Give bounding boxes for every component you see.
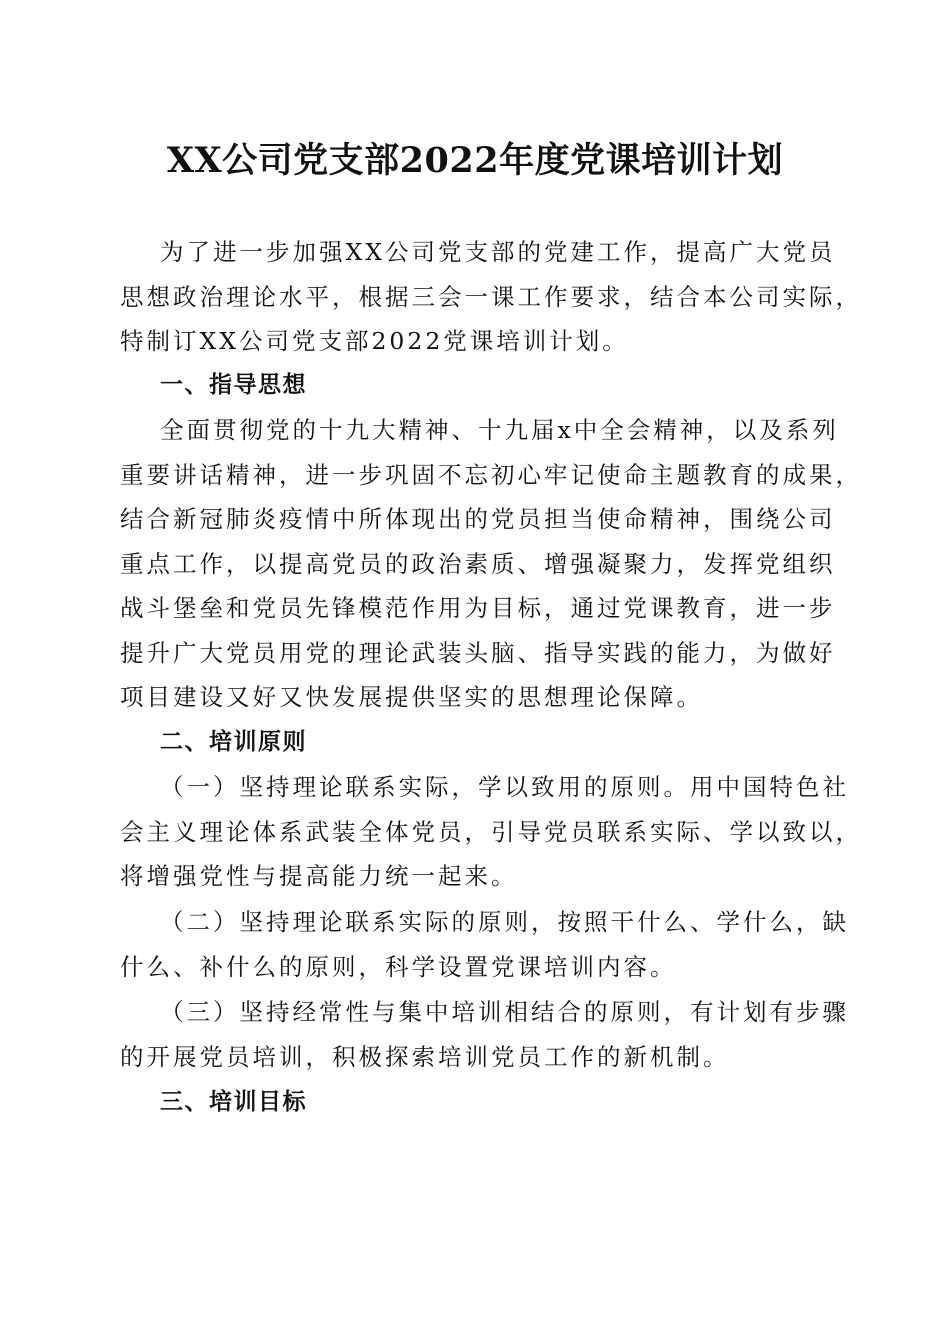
paragraph-line: 什么、补什么的原则，科学设置党课培训内容。 bbox=[120, 952, 677, 981]
intro-line: 为了进一步加强XX公司党支部的党建工作，提高广大党员 bbox=[160, 238, 836, 266]
principle-item-3 bbox=[120, 990, 849, 1079]
paragraph-line: 提升广大党员用党的理论武装头脑、指导实践的能力，为做好 bbox=[120, 638, 836, 667]
paragraph-line: 全面贯彻党的十九大精神、十九届x中全会精神，以及系列 bbox=[160, 416, 839, 444]
section-heading-training-principles: 二、培训原则 bbox=[160, 729, 307, 755]
paragraph-line: 项目建设又好又快发展提供坚实的思想理论保障。 bbox=[120, 683, 703, 711]
section-heading-guiding-ideology: 一、指导思想 bbox=[160, 372, 307, 398]
intro-line: 思想政治理论水平，根据三会一课工作要求，结合本公司实际， bbox=[120, 282, 862, 311]
paragraph-line: （一）坚持理论联系实际，学以致用的原则。用中国特色社 bbox=[160, 773, 849, 801]
paragraph-line: 战斗堡垒和党员先锋模范作用为目标，通过党课教育，进一步 bbox=[120, 594, 836, 622]
paragraph-line: 将增强党性与提高能力统一起来。 bbox=[120, 862, 518, 890]
guiding-ideology-paragraph bbox=[120, 408, 862, 720]
paragraph-line: （三）坚持经常性与集中培训相结合的原则，有计划有步骤 bbox=[160, 998, 849, 1026]
intro-paragraph bbox=[120, 230, 862, 364]
principle-item-1 bbox=[120, 765, 862, 899]
paragraph-line: 会主义理论体系武装全体党员，引导党员联系实际、学以致以， bbox=[120, 817, 862, 846]
paragraph-line: 重点工作，以提高党员的政治素质、增强凝聚力，发挥党组织 bbox=[120, 549, 836, 578]
paragraph-line: （二）坚持理论联系实际的原则，按照干什么、学什么，缺 bbox=[160, 908, 849, 936]
paragraph-line: 的开展党员培训，积极探索培训党员工作的新机制。 bbox=[120, 1042, 730, 1071]
section-heading-training-goals: 三、培训目标 bbox=[160, 1089, 307, 1115]
intro-line: 特制订XX公司党支部2022党课培训计划。 bbox=[120, 327, 629, 355]
paragraph-line: 重要讲话精神，进一步巩固不忘初心牢记使命主题教育的成果， bbox=[120, 460, 862, 489]
paragraph-line: 结合新冠肺炎疫情中所体现出的党员担当使命精神，围绕公司 bbox=[120, 505, 836, 533]
principle-item-2 bbox=[120, 900, 849, 989]
document-title: XX公司党支部2022年度党课培训计划 bbox=[166, 140, 784, 181]
